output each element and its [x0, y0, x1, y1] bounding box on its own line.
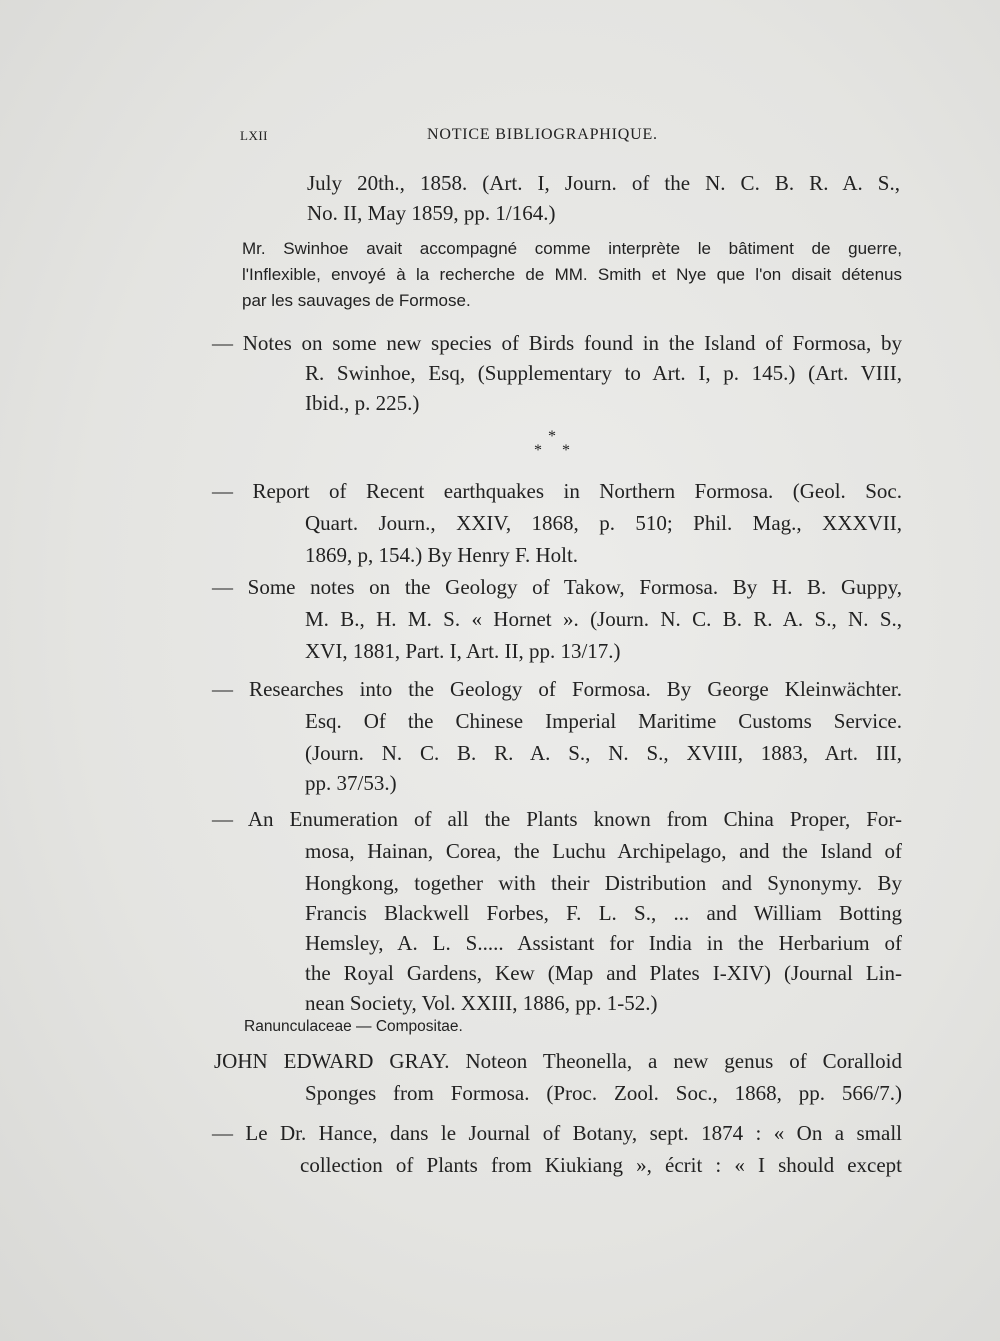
- text-line: M. B., H. M. S. « Hornet ». (Journ. N. C. B. R. A. S., N. S.,: [305, 607, 902, 631]
- text-line: Sponges from Formosa. (Proc. Zool. Soc., 1868, pp. 566/7.): [305, 1081, 902, 1105]
- page-header-title: NOTICE BIBLIOGRAPHIQUE.: [427, 126, 658, 143]
- text-line: — Le Dr. Hance, dans le Journal of Botany, sept. 1874 : « On a small: [212, 1121, 902, 1145]
- asterism-star: *: [562, 442, 570, 459]
- text-line: (Journ. N. C. B. R. A. S., N. S., XVIII, 1883, Art. III,: [305, 741, 902, 765]
- text-line: l'Inflexible, envoyé à la recherche de MM. Smith et Nye que l'on disait détenus: [242, 265, 902, 284]
- text-line: XVI, 1881, Part. I, Art. II, pp. 13/17.): [305, 639, 621, 663]
- text-line: Quart. Journ., XXIV, 1868, p. 510; Phil. Mag., XXXVII,: [305, 511, 902, 535]
- text-line: Esq. Of the Chinese Imperial Maritime Customs Service.: [305, 709, 902, 733]
- text-line: R. Swinhoe, Esq, (Supplementary to Art. I, p. 145.) (Art. VIII,: [305, 361, 902, 385]
- text-line: — Notes on some new species of Birds found in the Island of Formosa, by: [212, 331, 902, 355]
- text-line: par les sauvages de Formose.: [242, 291, 471, 310]
- text-line: — An Enumeration of all the Plants known from China Proper, For-: [212, 807, 902, 831]
- text-line: Ibid., p. 225.): [305, 391, 420, 415]
- text-line: No. II, May 1859, pp. 1/164.): [307, 201, 556, 225]
- text-line: the Royal Gardens, Kew (Map and Plates I-XIV) (Journal Lin-: [305, 961, 902, 985]
- text-line: nean Society, Vol. XXIII, 1886, pp. 1-52.): [305, 991, 658, 1015]
- text-line: Mr. Swinhoe avait accompagné comme interprète le bâtiment de guerre,: [242, 239, 902, 258]
- asterism-star: *: [534, 442, 542, 459]
- text-line: Francis Blackwell Forbes, F. L. S., ... and William Botting: [305, 901, 902, 925]
- text-line: collection of Plants from Kiukiang », écrit : « I should except: [300, 1153, 902, 1177]
- text-line: pp. 37/53.): [305, 771, 397, 795]
- running-head: [0, 128, 1000, 148]
- asterism: [527, 428, 577, 468]
- asterism-star: *: [548, 428, 556, 445]
- text-line: Hongkong, together with their Distribution and Synonymy. By: [305, 871, 902, 895]
- text-line: Ranunculaceae — Compositae.: [244, 1018, 463, 1035]
- text-line: — Some notes on the Geology of Takow, Formosa. By H. B. Guppy,: [212, 575, 902, 599]
- text-line: — Report of Recent earthquakes in Northern Formosa. (Geol. Soc.: [212, 479, 902, 503]
- text-line: 1869, p, 154.) By Henry F. Holt.: [305, 543, 579, 567]
- text-line: — Researches into the Geology of Formosa. By George Kleinwächter.: [212, 677, 902, 701]
- text-line: July 20th., 1858. (Art. I, Journ. of the N. C. B. R. A. S.,: [307, 171, 900, 195]
- text-line: JOHN EDWARD GRAY. Noteon Theonella, a new genus of Coralloid: [214, 1049, 902, 1073]
- page-number: LXII: [240, 128, 268, 143]
- text-line: mosa, Hainan, Corea, the Luchu Archipelago, and the Island of: [305, 839, 902, 863]
- text-line: Hemsley, A. L. S..... Assistant for India in the Herbarium of: [305, 931, 902, 955]
